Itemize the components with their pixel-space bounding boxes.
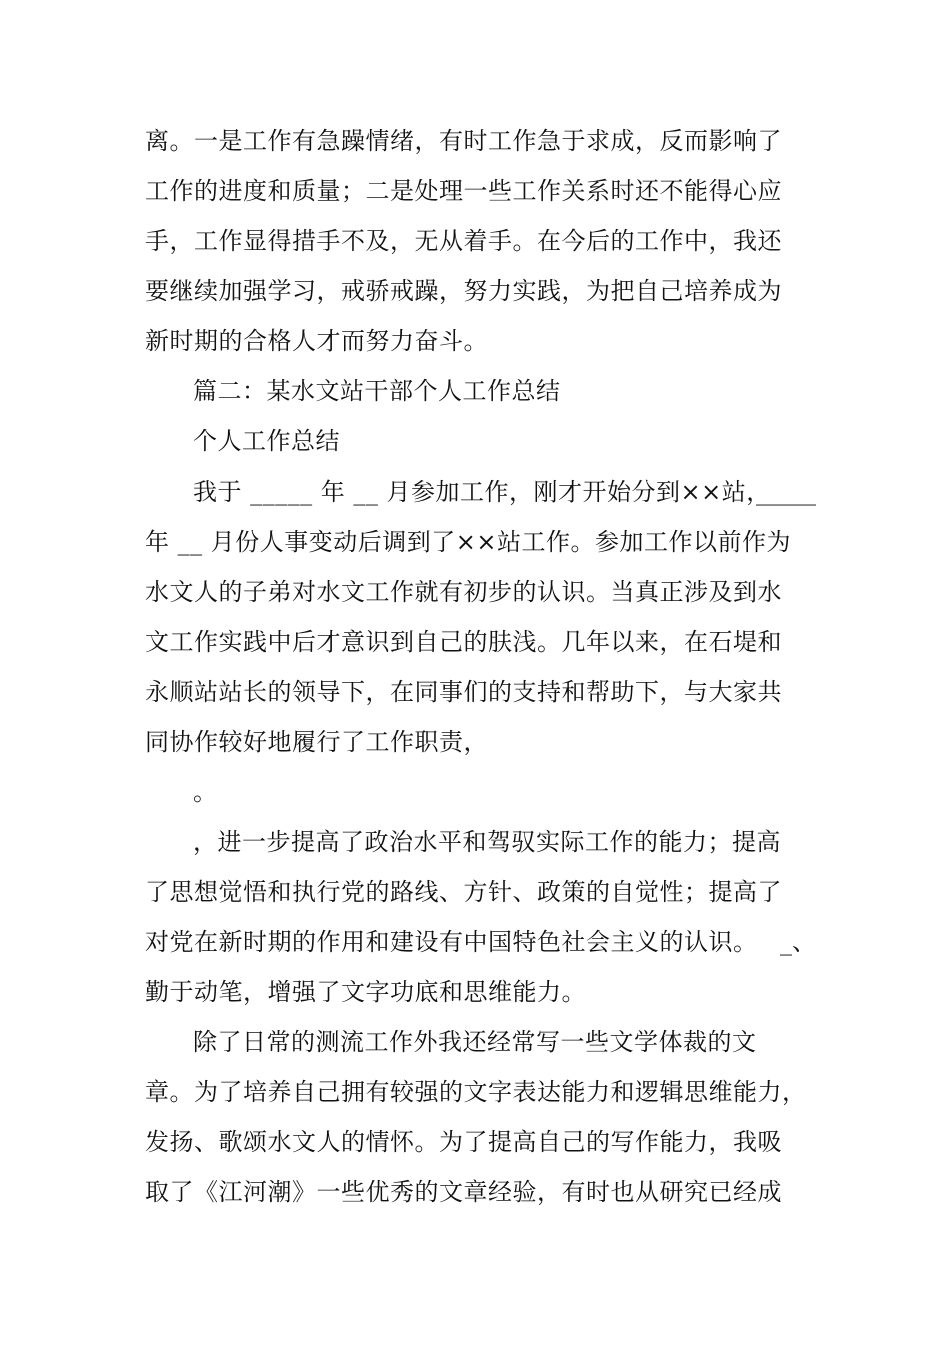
paragraph-line: 手，工作显得措手不及，无从着手。在今后的工作中，我还 xyxy=(145,227,782,255)
paragraph-line: 除了日常的测流工作外我还经常写一些文学体裁的文 xyxy=(193,1028,757,1056)
paragraph-line: ，进一步提高了政治水平和驾驭实际工作的能力；提高 xyxy=(193,828,781,856)
paragraph-line: 同协作较好地履行了工作职责， xyxy=(145,728,488,756)
paragraph-line: 永顺站站长的领导下，在同事们的支持和帮助下，与大家共 xyxy=(145,678,782,706)
paragraph-line: 水文人的子弟对水文工作就有初步的认识。当真正涉及到水 xyxy=(145,578,782,606)
paragraph-line: 章。为了培养自己拥有较强的文字表达能力和逻辑思维能力， xyxy=(145,1078,807,1106)
paragraph-line: 对党在新时期的作用和建设有中国特色社会主义的认识。 xyxy=(145,928,758,956)
side-mark-blank: _____ xyxy=(756,478,816,506)
paragraph-line: 。 xyxy=(193,778,218,806)
paragraph-line: 工作的进度和质量；二是处理一些工作关系时还不能得心应 xyxy=(145,177,782,205)
paragraph-line: 要继续加强学习，戒骄戒躁，努力实践，为把自己培养成为 xyxy=(145,277,782,305)
paragraph-line: 文工作实践中后才意识到自己的肤浅。几年以来，在石堤和 xyxy=(145,628,782,656)
subheading: 个人工作总结 xyxy=(193,427,340,455)
paragraph-line: 我于 _____ 年 __ 月参加工作，刚才开始分到××站， xyxy=(193,478,771,506)
paragraph-line: 勤于动笔，增强了文字功底和思维能力。 xyxy=(145,978,586,1006)
paragraph-line: 取了《江河潮》一些优秀的文章经验，有时也从研究已经成 xyxy=(145,1178,782,1206)
paragraph-line: 发扬、歌颂水文人的情怀。为了提高自己的写作能力，我吸 xyxy=(145,1128,782,1156)
paragraph-line: 了思想觉悟和执行党的路线、方针、政策的自觉性；提高了 xyxy=(145,878,782,906)
paragraph-line: 新时期的合格人才而努力奋斗。 xyxy=(145,327,488,355)
side-mark-enum: _、 xyxy=(780,928,816,956)
paragraph-line: 离。一是工作有急躁情绪，有时工作急于求成，反而影响了 xyxy=(145,127,782,155)
paragraph-line: 年 __ 月份人事变动后调到了××站工作。参加工作以前作为 xyxy=(145,528,791,556)
section-heading: 篇二：某水文站干部个人工作总结 xyxy=(193,377,561,405)
